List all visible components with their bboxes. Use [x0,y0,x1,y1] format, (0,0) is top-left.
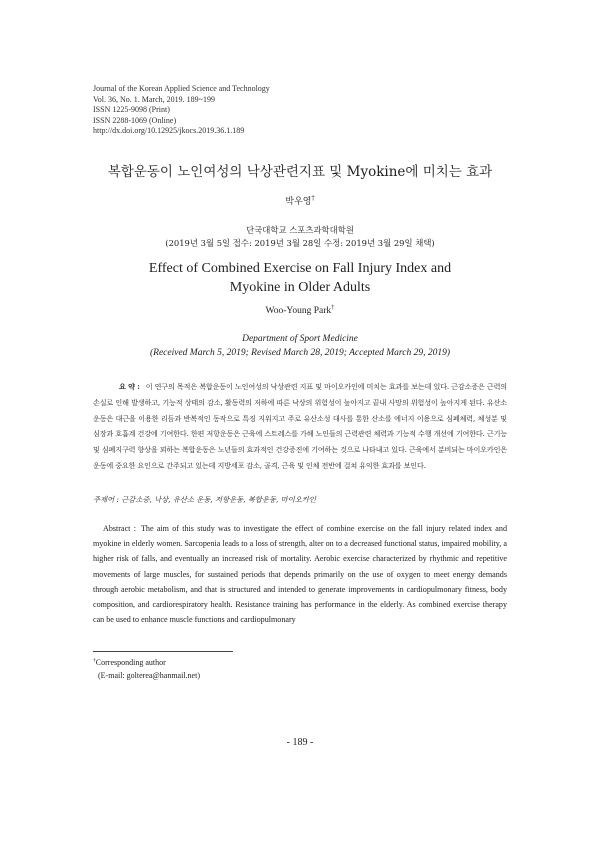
author-korean [0,194,600,207]
department-english [0,333,600,360]
corresponding-mark-english: † [331,303,335,311]
abstract-korean [93,379,507,474]
author-english [0,303,600,316]
issn-online: ISSN 2288-1069 (Online) [93,115,177,125]
abstract-korean-label: 요 약 : [119,382,140,391]
paper-title-korean: 복합운동이 노인여성의 낙상관련지표 및 Myokine에 미치는 효과 [107,164,493,180]
issn-print: ISSN 1225-9098 (Print) [93,105,170,115]
paper-title-english [0,259,600,297]
affiliation-korean [0,224,600,250]
title-english-line-1: Effect of Combined Exercise on Fall Injury Index and [148,261,452,276]
dates-korean: (2019년 3월 5일 접수: 2019년 3월 28일 수정: 2019년 3월 29일 채택) [165,238,435,248]
journal-name: Journal of the Korean Applied Science and Technology [93,84,270,93]
corresponding-mark: † [311,195,315,202]
footnote-divider [93,651,233,652]
abstract-english-label: Abstract : [103,524,136,533]
journal-info [93,84,270,137]
footnote-email[interactable]: (E-mail: golterea@hanmail.net) [98,670,200,680]
footnote-mark: † [93,657,96,664]
author-korean-name: 박우영 [285,197,312,207]
journal-volume: Vol. 36, No. 1. March, 2019. 189~199 [93,94,215,104]
keywords-korean: 주제어 : 근감소증, 낙상, 유산소 운동, 저항운동, 복합운동, 마이오카인 [93,495,316,504]
author-english-name: Woo-Young Park [265,306,332,316]
page-number: - 189 - [286,737,314,748]
department-name: Department of Sport Medicine [242,334,358,344]
footnote-label: Corresponding author [95,658,166,667]
abstract-english [93,521,507,627]
institution-korean: 단국대학교 스포츠과학대학원 [246,225,354,235]
doi-link[interactable]: http://dx.doi.org/10.12925/jkocs.2019.36.1.189 [93,126,245,136]
title-english-line-2: Myokine in Older Adults [229,280,371,295]
abstract-korean-text: 이 연구의 목적은 복합운동이 노인여성의 낙상관련 지표 및 마이오카인에 미치는 효과를 보는데 있다. 근감소증은 근력의 손실로 인해 발생하고, 기능적 상태의 감소, 활동력의 저하에 따른 낙상의 위험성이 높아지고 끝내 사망의 위험성이 높아지게 된다. 유산소운동은 대근을 이용한 리듬과 반복적인 동작으로 특징 지워지고 주로 유산소성 대사를 통한 산소를 에너지 이용으로 심폐체력, 체성분 및 심장과 호흡계 건강에 기여한다. 한편 저항운동은 근육에 스트레스를 가해 노인들의 근력관련 체력과 기능적 수행 개선에 기여한다. 근기능 및 심폐지구력 향상을 꾀하는 복합운동은 노년들의 효과적인 건강증진에 기여하는 것으로 나타내고 있다. 근육에서 분비되는 마이오카인은 운동에 중요한 요인으로 간주되고 있는데 지방세포 감소, 골격, 근육 및 인체 전반에 걸쳐 유익한 효과를 보인다. [93,382,507,470]
dates-english: (Received March 5, 2019; Revised March 28, 2019; Accepted March 29, 2019) [149,347,451,358]
footnote [93,657,200,682]
abstract-english-text: The aim of this study was to investigate the effect of combine exercise on the fall injury related index and myokine in elderly women. Sarcopenia leads to a loss of strength, alter on to a decreased functional status, impaired mobility, a higher risk of falls, and eventually an increased risk of mortality. Aerobic exercise characterized by rhythmic and repetitive movements of large muscles, for sustained periods that depends primarily on the use of oxygen to meet energy demands through aerobic metabolism, and that is structured and intended to generate improvements in cardiopulmonary fitness, body composition, and cardiorespiratory health. Resistance training has performance in the elderly. As combined exercise therapy can be used to enhance muscle functions and cardiopulmonary [93,524,507,625]
